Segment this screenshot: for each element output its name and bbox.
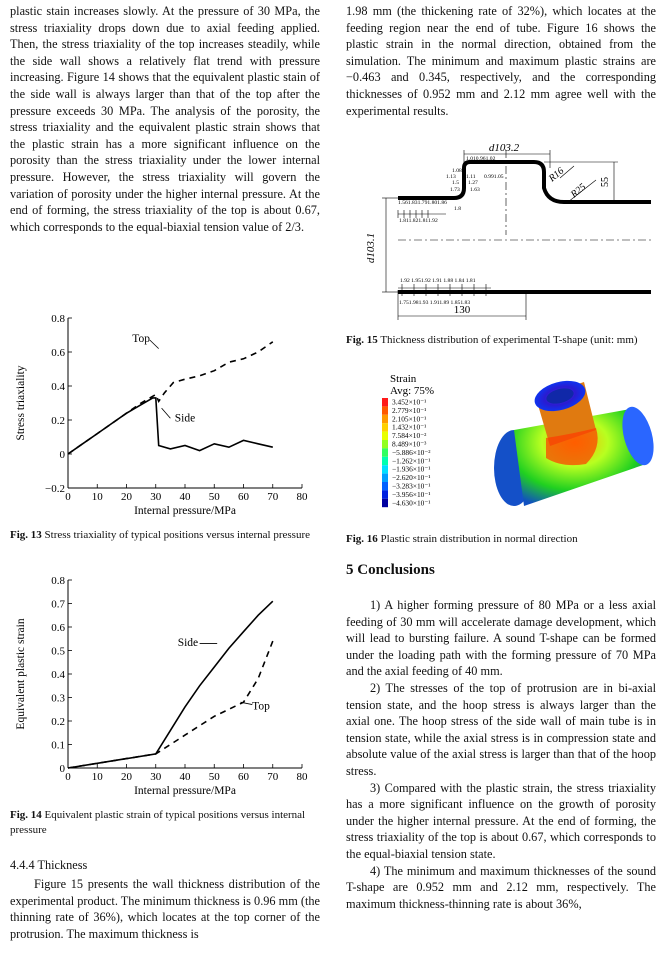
- series-leader-side: [162, 408, 171, 418]
- conclusion-item: 4) The minimum and maximum thicknesses of the sound T-shape are 0.952 mm and 2.12 mm, respectively. The maximum thickness-thinning rate is about 36%,: [346, 863, 656, 911]
- x-tick-label: 0: [65, 491, 71, 503]
- legend-value: 2.779×10⁻¹: [392, 405, 427, 415]
- conclusions-list: [346, 597, 656, 912]
- legend-scale: [382, 398, 431, 508]
- subsection-heading: 4.4.4 Thickness: [10, 858, 88, 872]
- fig13-chart: [10, 298, 320, 520]
- x-tick-label: 0: [65, 771, 71, 783]
- reading: 1.010.961.02: [466, 156, 496, 162]
- y-tick-label: 0.8: [51, 313, 65, 325]
- t-shape-render: [494, 376, 656, 506]
- y-axis-label: Stress triaxiality: [15, 365, 27, 441]
- y-tick-label: 0.4: [51, 669, 65, 681]
- reading: 1.08: [452, 168, 462, 174]
- fig15-dim-bottom: 130: [453, 304, 471, 316]
- conclusion-item: 3) Compared with the plastic strain, the stress triaxiality has a more significant influence on the growth of porosity under the higher internal pressure. At the end of forming, the stress triaxiality of the top is about 0.67, which corresponds to the equal-biaxial tension state.: [346, 780, 656, 861]
- conclusion-item: 1) A higher forming pressure of 80 MPa or a less axial feeding of 30 mm will accelerate damage development, which will lead to bursting failure. A sound T-shape can be formed under the loading path with the forming pressure of 70 MPa and the axial feeding of 40 mm.: [346, 598, 656, 679]
- reading: 1.11: [466, 174, 476, 180]
- legend-value: 7.584×10⁻²: [392, 431, 427, 441]
- legend-swatch: [382, 474, 388, 482]
- legend-swatch: [382, 406, 388, 414]
- legend-swatch: [382, 457, 388, 465]
- x-tick-label: 30: [150, 771, 162, 783]
- conclusion-item: 2) The stresses of the top of protrusion are in bi-axial tension state, and the hoop stress is always larger than the axial one. The hoop stress of the side wall of main tube is in tension state, while the axial stress is in compression state and absolute value of the axial stress is larger than that of the hoop stress.: [346, 680, 656, 778]
- fig15-radius-large: R25: [568, 181, 589, 201]
- reading: 1.5: [452, 180, 459, 186]
- x-tick-label: 60: [238, 771, 249, 783]
- fig16-figure: [346, 368, 656, 520]
- legend-swatch: [382, 398, 388, 406]
- y-tick-label: 0.5: [51, 645, 65, 658]
- fig13-caption: [10, 528, 320, 543]
- y-tick-label: 0.8: [51, 575, 65, 587]
- x-tick-label: 70: [267, 491, 279, 503]
- fig14-caption-label: Fig. 14: [10, 809, 42, 821]
- x-tick-label: 10: [91, 491, 103, 503]
- x-tick-label: 60: [238, 491, 249, 503]
- y-tick-label: 0.4: [51, 381, 65, 393]
- legend-value: −1.936×10⁻¹: [392, 464, 431, 474]
- x-tick-label: 30: [150, 491, 162, 503]
- reading: 1.27: [468, 180, 478, 186]
- y-tick-label: 0.6: [51, 347, 65, 359]
- y-tick-label: 0: [59, 449, 65, 461]
- reading: 1.8: [454, 206, 461, 212]
- x-tick-label: 80: [296, 491, 308, 503]
- legend-value: 8.489×10⁻³: [392, 439, 427, 449]
- series-line-side: [68, 398, 273, 454]
- y-tick-label: 0.3: [51, 692, 65, 705]
- legend-title: Strain: [390, 373, 417, 385]
- x-tick-label: 40: [179, 771, 191, 783]
- legend-value: −2.620×10⁻¹: [392, 473, 431, 483]
- legend-value: −1.262×10⁻¹: [392, 456, 431, 466]
- fig15-readings: [398, 156, 504, 306]
- y-tick-label: 0.7: [51, 598, 65, 611]
- x-axis-label: Internal pressure/MPa: [134, 505, 236, 517]
- fig15-caption-text: Thickness distribution of experimental T-shape (unit: mm): [377, 334, 638, 346]
- legend-swatch: [382, 490, 388, 498]
- legend-swatch: [382, 440, 388, 448]
- reading: 1.92 1.951.92 1.91 1.88 1.84 1.81: [400, 278, 476, 284]
- legend-swatch: [382, 465, 388, 473]
- reading: 1.811.821.811.92: [399, 218, 438, 224]
- x-tick-label: 20: [121, 491, 132, 503]
- fig13-caption-label: Fig. 13: [10, 529, 42, 541]
- legend-value: 1.432×10⁻¹: [392, 422, 427, 432]
- chart-axes: [51, 575, 308, 783]
- fig15-caption: [346, 333, 656, 348]
- y-tick-label: 0: [59, 763, 65, 775]
- legend-value: −4.630×10⁻¹: [392, 498, 431, 508]
- x-tick-label: 40: [179, 491, 191, 503]
- legend-value: −3.956×10⁻¹: [392, 489, 431, 499]
- legend-value: 2.105×10⁻¹: [392, 414, 427, 424]
- x-tick-label: 50: [208, 491, 220, 503]
- legend-swatch: [382, 432, 388, 440]
- y-tick-label: 0.2: [51, 716, 65, 728]
- thickness-paragraph: Figure 15 presents the wall thickness distribution of the experimental product. The minimum thickness is 0.96 mm (the thinning rate of 36%), which locates at the top corner of the protrusion. The maximum thickness is: [10, 877, 320, 941]
- series-label-side: Side: [174, 412, 196, 425]
- legend-swatch: [382, 482, 388, 490]
- series-line-side: [68, 601, 273, 768]
- fig15-caption-label: Fig. 15: [346, 334, 378, 346]
- legend-value: −3.283×10⁻¹: [392, 481, 431, 491]
- x-tick-label: 70: [267, 771, 279, 783]
- fig16-caption: [346, 532, 656, 547]
- series-label-top: Top: [252, 700, 270, 713]
- reading: 1.751.981.93 1.911.89 1.851.83: [399, 300, 471, 306]
- conclusions-heading: 5 Conclusions: [346, 562, 435, 578]
- y-axis-label: Equivalent plastic strain: [15, 618, 27, 730]
- x-tick-label: 10: [91, 771, 103, 783]
- chart-axes: [45, 313, 308, 503]
- legend-value: −5.886×10⁻²: [392, 447, 431, 457]
- legend-swatch: [382, 499, 388, 507]
- fig13-caption-text: Stress triaxiality of typical positions versus internal pressure: [41, 529, 311, 541]
- legend-value: 3.452×10⁻¹: [392, 397, 427, 407]
- series-line-top: [68, 342, 273, 454]
- fig14-chart: [10, 570, 320, 802]
- legend-subtitle: Avg: 75%: [390, 385, 435, 397]
- y-tick-label: 0.2: [51, 415, 65, 427]
- x-tick-label: 50: [208, 771, 220, 783]
- x-tick-label: 20: [121, 771, 132, 783]
- reading: 1.63: [470, 187, 480, 193]
- intro-paragraph: plastic stain increases slowly. At the pressure of 30 MPa, the stress triaxiality drops down due to axial feeding applied. Then, the stress triaxiality of the top increases steadily, while the side wall shows a relatively flat trend with pressure increasing. Figure 14 shows that the equivalent plastic stain of the side wall is always larger than that of the top after the pressure exceeds 30 MPa. The analysis of the porosity, the stress triaxiality and the equivalent plastic strain shows that the plastic strain has a more significant influence on the porosity than the stress triaxiality under the lower internal pressure. However, the stress triaxiality will govern the variation of porosity under the higher internal pressure. At the end of forming, the stress triaxiality of the top is about 0.67, which corresponds to the equal-biaxial tension value of 2/3.: [10, 4, 320, 234]
- reading: 1.561.831.791.801.86: [398, 200, 447, 206]
- series-label-top: Top: [132, 332, 150, 345]
- legend-swatch: [382, 415, 388, 423]
- series-line-top: [68, 641, 273, 768]
- reading: 1.13: [446, 174, 456, 180]
- fig15-radius-small: R16: [546, 165, 567, 185]
- y-tick-label: 0.1: [51, 739, 65, 752]
- reading: 0.991.05: [484, 174, 504, 180]
- series-leader-top: [150, 340, 159, 349]
- fig15-dim-height: 55: [600, 177, 611, 187]
- x-axis-label: Internal pressure/MPa: [134, 785, 236, 797]
- series-label-side: Side: [177, 636, 199, 649]
- fig15-dim-left: d103.1: [365, 232, 377, 264]
- x-tick-label: 80: [296, 771, 308, 783]
- fig16-caption-text: Plastic strain distribution in normal direction: [377, 533, 578, 545]
- fig16-caption-label: Fig. 16: [346, 533, 378, 545]
- reading: 1.73: [450, 187, 460, 193]
- y-tick-label: −0.2: [45, 483, 65, 495]
- fig15-drawing: [346, 140, 656, 320]
- fig14-caption: [10, 808, 320, 838]
- fig15-dim-top: d103.2: [488, 142, 520, 154]
- legend-swatch: [382, 448, 388, 456]
- y-tick-label: 0.6: [51, 622, 65, 634]
- continue-paragraph: 1.98 mm (the thickening rate of 32%), which locates at the feeding region near the end of tube. Figure 16 shows the plastic strain in the normal direction, obtained from the simulation. The minimum and maximum plastic strains are −0.463 and 0.345, respectively, and the corresponding thicknesses of 0.952 mm and 2.12 mm agree well with the experimental results.: [346, 4, 656, 118]
- fig14-caption-text: Equivalent plastic strain of typical positions versus internal pressure: [10, 809, 306, 836]
- legend-swatch: [382, 423, 388, 431]
